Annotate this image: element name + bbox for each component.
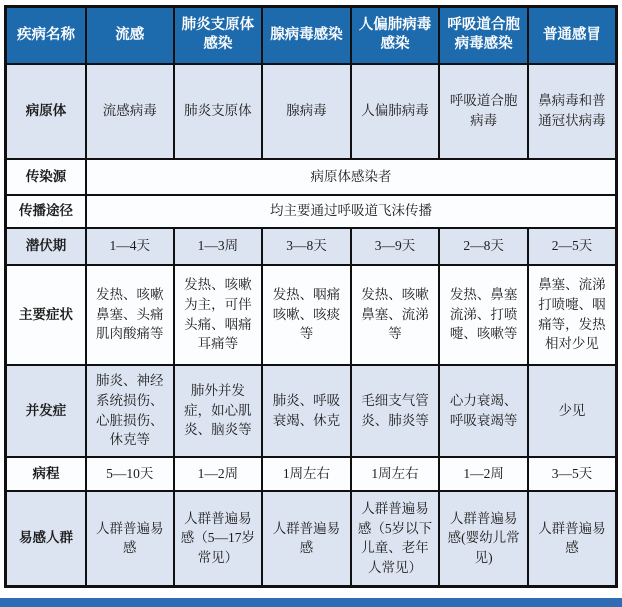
table-cell-span: 均主要通过呼吸道飞沫传播 <box>86 195 616 228</box>
table-cell: 鼻病毒和普通冠状病毒 <box>528 64 617 159</box>
disease-comparison-table <box>4 5 618 588</box>
column-header-common-cold: 普通感冒 <box>528 7 617 64</box>
table-cell: 呼吸道合胞病毒 <box>439 64 528 159</box>
column-header-rsv: 呼吸道合胞病毒感染 <box>439 7 528 64</box>
table-cell: 毛细支气管炎、肺炎等 <box>351 365 440 457</box>
table-cell-span: 病原体感染者 <box>86 159 616 195</box>
table-cell: 肺炎、呼吸衰竭、休克 <box>262 365 351 457</box>
table-row-transmission-route <box>6 195 617 228</box>
table-row-main-symptoms <box>6 265 617 365</box>
table-cell: 发热、鼻塞流涕、打喷嚏、咳嗽等 <box>439 265 528 365</box>
table-row-incubation-period <box>6 228 617 265</box>
table-row-disease-course <box>6 457 617 491</box>
table-cell: 1—3周 <box>174 228 263 265</box>
table-cell: 2—8天 <box>439 228 528 265</box>
table-cell: 人群普遍易感 <box>262 491 351 587</box>
table-cell: 腺病毒 <box>262 64 351 159</box>
column-header-disease-name: 疾病名称 <box>6 7 87 64</box>
table-cell: 肺炎、神经系统损伤、心脏损伤、休克等 <box>86 365 174 457</box>
table-row-pathogen <box>6 64 617 159</box>
table-cell: 人偏肺病毒 <box>351 64 440 159</box>
table-cell: 发热、咽痛咳嗽、咳痰等 <box>262 265 351 365</box>
row-label: 潜伏期 <box>6 228 87 265</box>
row-label: 易感人群 <box>6 491 87 587</box>
table-row-infection-source <box>6 159 617 195</box>
table-cell: 人群普遍易感（5—17岁常见） <box>174 491 263 587</box>
table-cell: 鼻塞、流涕打喷嚏、咽痛等，发热相对少见 <box>528 265 617 365</box>
table-row-susceptible-population <box>6 491 617 587</box>
column-header-mycoplasma: 肺炎支原体感染 <box>174 7 263 64</box>
table-cell: 肺外并发症，如心肌炎、脑炎等 <box>174 365 263 457</box>
table-cell: 3—9天 <box>351 228 440 265</box>
column-header-adenovirus: 腺病毒感染 <box>262 7 351 64</box>
bottom-blue-strip <box>0 598 622 607</box>
header-row <box>6 7 617 64</box>
table-cell: 1周左右 <box>351 457 440 491</box>
column-header-flu: 流感 <box>86 7 174 64</box>
table-cell: 人群普遍易感（5岁以下儿童、老年人常见） <box>351 491 440 587</box>
table-cell: 1—4天 <box>86 228 174 265</box>
table-cell: 1周左右 <box>262 457 351 491</box>
table-cell: 少见 <box>528 365 617 457</box>
table-cell: 1—2周 <box>174 457 263 491</box>
row-label: 传播途径 <box>6 195 87 228</box>
table-cell: 人群普遍易感 <box>86 491 174 587</box>
row-label: 主要症状 <box>6 265 87 365</box>
column-header-metapneumovirus: 人偏肺病毒感染 <box>351 7 440 64</box>
table-cell: 人群普遍易感(婴幼儿常见) <box>439 491 528 587</box>
row-label: 病程 <box>6 457 87 491</box>
table-cell: 1—2周 <box>439 457 528 491</box>
row-label: 并发症 <box>6 365 87 457</box>
table-row-complications <box>6 365 617 457</box>
table-cell: 发热、咳嗽为主，可伴头痛、咽痛耳痛等 <box>174 265 263 365</box>
row-label: 传染源 <box>6 159 87 195</box>
table-cell: 2—5天 <box>528 228 617 265</box>
table-cell: 人群普遍易感 <box>528 491 617 587</box>
table-cell: 流感病毒 <box>86 64 174 159</box>
table-cell: 发热、咳嗽鼻塞、流涕等 <box>351 265 440 365</box>
table-cell: 3—8天 <box>262 228 351 265</box>
table-cell: 肺炎支原体 <box>174 64 263 159</box>
row-label: 病原体 <box>6 64 87 159</box>
table-cell: 3—5天 <box>528 457 617 491</box>
table-cell: 心力衰竭、呼吸衰竭等 <box>439 365 528 457</box>
table-cell: 5—10天 <box>86 457 174 491</box>
table-cell: 发热、咳嗽鼻塞、头痛肌肉酸痛等 <box>86 265 174 365</box>
